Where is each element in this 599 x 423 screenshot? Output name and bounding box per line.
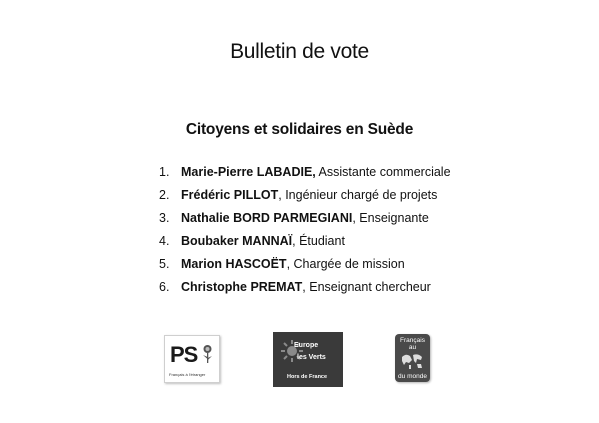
- candidate-role: , Étudiant: [292, 234, 345, 248]
- ev-logo-line2: les Verts: [297, 354, 326, 361]
- candidate-number: 2.: [159, 188, 170, 202]
- candidate-name: Marie-Pierre LABADIE,: [181, 165, 316, 179]
- candidate-item: [159, 233, 451, 256]
- candidate-item: [159, 187, 451, 210]
- list-title: Citoyens et solidaires en Suède: [185, 121, 414, 138]
- fm-logo-top-text: [395, 337, 430, 351]
- fm-logo-top: Français au: [400, 337, 425, 351]
- candidate-name: Christophe PREMAT: [181, 280, 303, 294]
- europe-les-verts-logo: [273, 332, 343, 387]
- candidate-item: [159, 164, 451, 187]
- fm-logo-bottom: du monde: [398, 373, 427, 380]
- candidate-number: 6.: [159, 280, 170, 294]
- candidate-item: [159, 210, 451, 233]
- candidate-role: , Enseignante: [352, 211, 429, 225]
- world-map-icon: [400, 351, 425, 371]
- candidate-role: , Enseignant chercheur: [302, 280, 431, 294]
- ev-logo-line3: Hors de France: [287, 374, 328, 380]
- francais-du-monde-logo: [395, 334, 430, 382]
- candidate-name: Boubaker MANNAÏ: [181, 234, 293, 248]
- rose-icon: [201, 344, 214, 364]
- candidate-item: [159, 279, 451, 302]
- candidate-name: Frédéric PILLOT: [181, 188, 279, 202]
- ps-logo-letters: PS: [170, 342, 198, 367]
- candidate-number: 5.: [159, 257, 170, 271]
- candidate-list: [159, 164, 451, 302]
- candidate-role: , Chargée de mission: [286, 257, 405, 271]
- candidate-role: Assistante commerciale: [315, 165, 451, 179]
- candidate-item: [159, 256, 451, 279]
- candidate-role: , Ingénieur chargé de projets: [278, 188, 438, 202]
- ps-party-logo: [164, 335, 220, 383]
- candidate-number: 3.: [159, 211, 170, 225]
- candidate-number: 4.: [159, 234, 170, 248]
- candidate-name: Marion HASCOËT: [181, 257, 287, 271]
- ballot-title: Bulletin de vote: [230, 40, 369, 63]
- candidate-name: Nathalie BORD PARMEGIANI: [181, 211, 353, 225]
- ev-logo-line1: Europe: [294, 342, 319, 349]
- ps-logo-caption: Français à l'étranger: [169, 372, 206, 377]
- candidate-number: 1.: [159, 165, 170, 179]
